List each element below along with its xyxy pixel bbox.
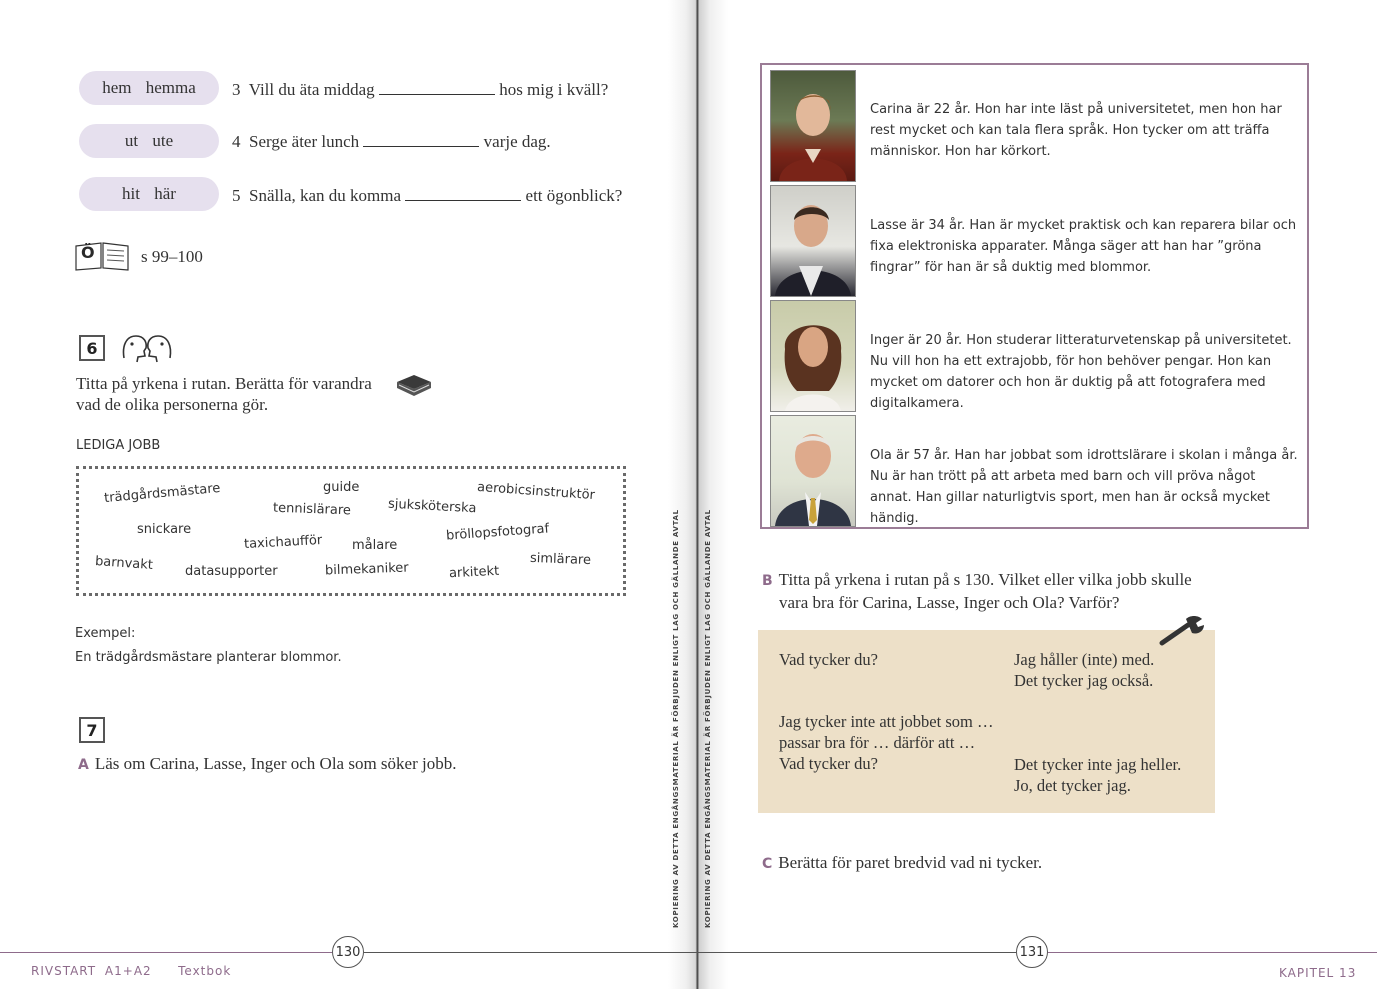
footer-rule [364,952,694,953]
instruction-line: vad de olika personerna gör. [76,395,269,414]
fill-blank[interactable] [379,80,495,95]
job-word: snickare [137,522,192,537]
book-icon [394,372,434,400]
copyright-notice: KOPIERING AV DETTA ENGÅNGSMATERIAL ÄR FÖRBJUDEN ENLIGT LAG OCH GÄLLANDE AVTAL [704,509,712,928]
instruction-line: Titta på yrkena i rutan. Berätta för varandra [76,374,372,393]
portrait-photo [770,300,856,412]
job-word: trädgårdsmästare [103,480,221,507]
page-number: 130 [332,936,364,968]
talk-pair-icon [120,332,174,364]
sentence-text: Serge äter lunch [249,132,360,151]
phrase: Jo, det tycker jag. [1014,776,1131,795]
sentence-text: ett ögonblick? [525,186,623,205]
task-letter: A [78,757,89,773]
word-pill: ut ute [79,124,219,158]
example-text: En trädgårdsmästare planterar blommor. [75,650,342,665]
job-word: taxichaufför [243,532,323,553]
phrase: Vad tycker du? [779,754,878,773]
phrase: Vad tycker du? [779,650,878,669]
box-title: LEDIGA JOBB [76,438,161,453]
copyright-notice: KOPIERING AV DETTA ENGÅNGSMATERIAL ÄR FÖRBJUDEN ENLIGT LAG OCH GÄLLANDE AVTAL [672,509,680,928]
fill-blank[interactable] [363,132,479,147]
task-text: Titta på yrkena i rutan på s 130. Vilket eller vilka jobb skulle [778,570,1192,589]
sentence-3 [232,80,608,100]
task-letter: B [762,573,773,589]
word-pill: hit här [79,177,219,211]
phrase: Jag håller (inte) med. [1014,650,1155,669]
job-word: guide [323,480,360,495]
portrait-photo [770,415,856,527]
sentence-5 [232,186,622,206]
profiles-box [760,63,1309,529]
job-word: barnvakt [94,554,154,573]
phrase: passar bra för … därför att … [779,733,976,752]
task-letter: C [762,856,773,872]
job-word: simlärare [529,550,592,569]
job-word: sjuksköterska [387,496,477,517]
job-word: aerobicsinstruktör [476,479,596,504]
task-b [762,569,1192,614]
exercise-number-6: 6 [79,335,105,361]
fill-blank[interactable] [405,186,521,201]
exercise7-task-a [78,754,456,774]
phrase: Det tycker inte jag heller. [1014,755,1182,774]
job-word: bilmekaniker [324,560,409,579]
portrait-photo [770,70,856,182]
page-number: 131 [1016,936,1048,968]
footer-rule [1048,952,1377,953]
profile-text-carina: Carina är 22 år. Hon har inte läst på universitetet, men hon har rest mycket och kan tala flera språk. Hon tycker om att träffa människor. Hon har körkort. [870,102,1282,159]
footer-rule [0,952,332,953]
example-label: Exempel: [75,626,136,641]
profile-text-inger: Inger är 20 år. Hon studerar litteraturvetenskap på universitetet. Nu vill hon ha ett extrajobb, för hon behöver pengar. Hon kan mycket om datorer och hon är duktig på att fotografera med digitalkamera. [870,333,1292,411]
sentence-number: 3 [232,80,241,99]
discussion-phrases-box [758,630,1215,813]
task-b-line [762,569,1192,592]
sentence-text: hos mig i kväll? [499,80,609,99]
wrench-icon [1158,613,1206,649]
exercise-number-7: 7 [79,717,105,743]
job-word: datasupporter [185,564,278,579]
task-c [762,853,1042,873]
sentence-text: Snälla, kan du komma [249,186,402,205]
job-word: arkitekt [448,563,500,582]
book-letter: Ö [81,243,95,262]
job-word: tennislärare [272,500,352,519]
task-text: Berätta för paret bredvid vad ni tycker. [778,853,1043,872]
sentence-text: Vill du äta middag [248,80,375,99]
exercise6-instruction [76,373,372,415]
sentence-number: 4 [232,132,241,151]
phrase: Det tycker jag också. [1014,671,1154,690]
sentence-4 [232,132,551,152]
job-word: bröllopsfotograf [445,521,550,544]
profile-text-ola: Ola är 57 år. Han har jobbat som idrottslärare i skolan i många år. Nu är han trött på att arbeta med barn och vill pröva något annat. Han gillar naturligtvis sport, men han är också mycket händig. [870,448,1298,526]
sentence-text: varje dag. [483,132,551,151]
footer-rule [694,952,1016,953]
footer-book-title: RIVSTART A1+A2 Textbok [31,964,232,978]
profile-text-lasse: Lasse är 34 år. Han är mycket praktisk och kan reparera bilar och fixa elektroniska apparater. Många säger att han har ”gröna fingrar” för han är så duktig med blommor. [870,218,1297,275]
sentence-number: 5 [232,186,241,205]
task-text: Läs om Carina, Lasse, Inger och Ola som söker jobb. [94,754,457,773]
footer-chapter: KAPITEL 13 [1279,966,1357,980]
phrase: Jag tycker inte att jobbet som … [779,712,994,731]
portrait-photo [770,185,856,297]
task-b-line: vara bra för Carina, Lasse, Inger och Ola? Varför? [779,593,1120,612]
open-book-icon [74,238,130,272]
page-reference: s 99–100 [141,247,203,266]
job-word: målare [352,538,398,553]
word-pill: hem hemma [79,71,219,105]
